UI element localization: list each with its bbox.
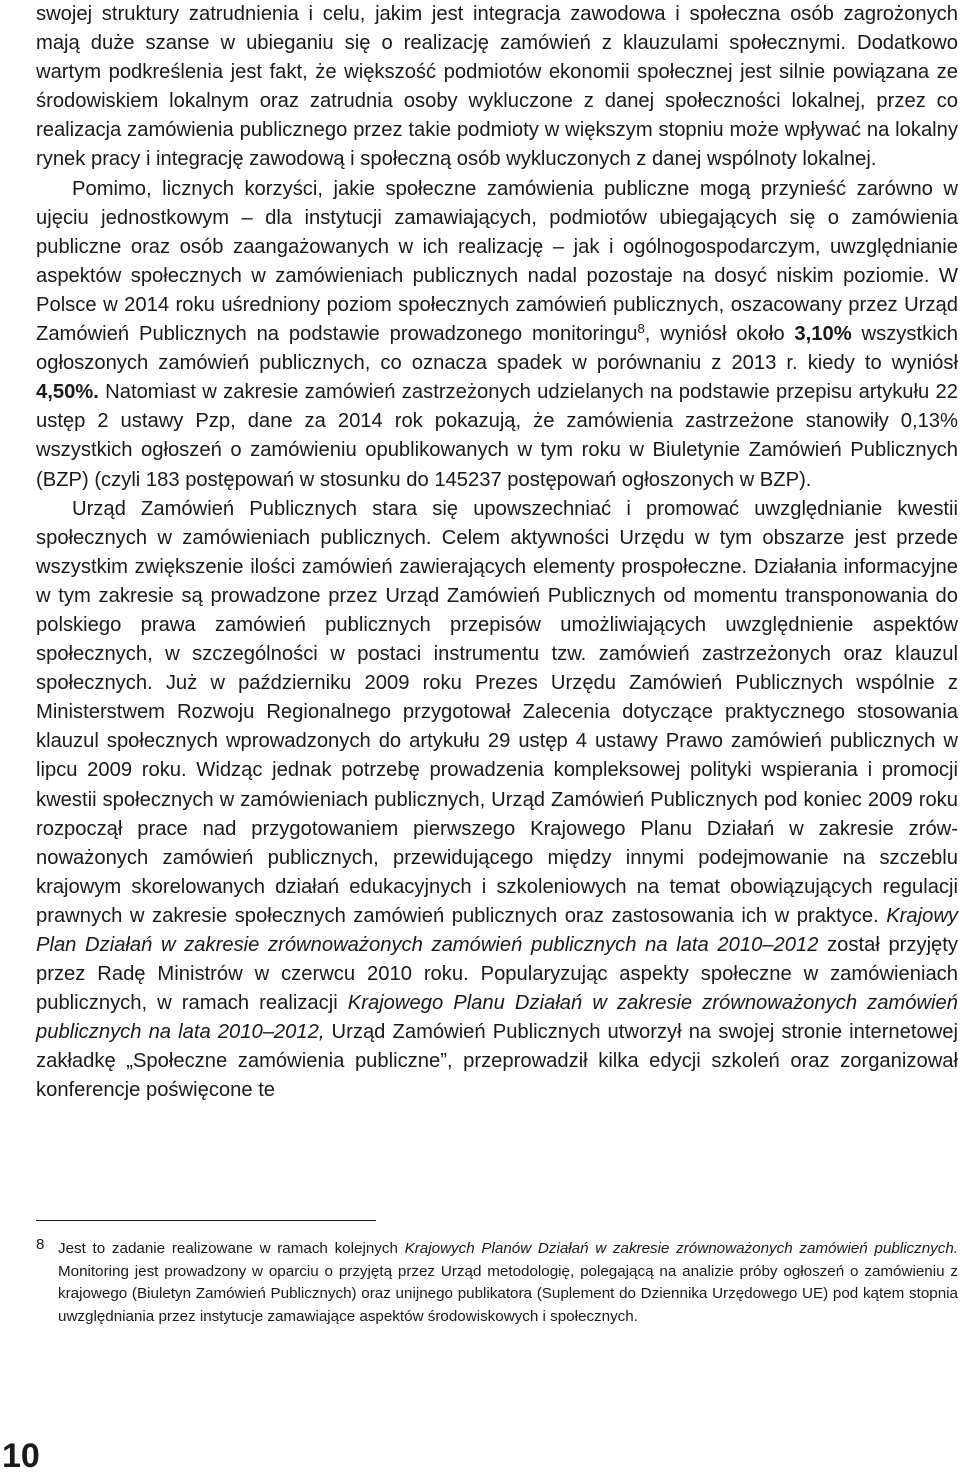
footnote-text xyxy=(58,1238,958,1328)
paragraph-1 xyxy=(36,0,958,175)
paragraph-2-text-b: , wyniósł około xyxy=(644,323,795,346)
footnote-number: 8 xyxy=(36,1236,45,1253)
plan-title-italic-2: Krajowego Planu Działań w zakresie zrównoważonych zamówień publicznych na lata 2010–2012, xyxy=(36,992,958,1044)
footnote-divider xyxy=(36,1220,376,1221)
footnote-ref-8[interactable]: 8 xyxy=(637,320,645,336)
page-number: 10 xyxy=(2,1437,40,1475)
footnote-italic: Krajowych Planów Działań w zakresie zrównoważonych zamówień publicznych. xyxy=(404,1240,958,1257)
paragraph-2-text-d: Natomiast w zakresie zamówień zastrzeżonych udzielanych na podstawie przepisu artykułu 22 ustęp 2 ustawy Pzp, dane za 2014 rok pokazują, że zamówienia zastrzeżone stanowiły 0,13% wszystkich ogłoszeń o zamówieniu opublikowanych w tym roku w Biuletynie Zamówień Publicznych (BZP) (czyli 183 postępowań w stosunku do 145237 postępowań ogłoszonych w BZP). xyxy=(36,381,958,491)
paragraph-2 xyxy=(36,175,958,495)
paragraph-3-text-c: Urząd Zamówień Publicznych utworzył na swojej stronie internetowej zakładkę „Społeczne zamówienia publiczne”, przeprowadził kilka edycji szkoleń oraz zorganizował konferencje poświęcone te xyxy=(36,1021,959,1102)
percentage-2013: 4,50%. xyxy=(36,381,99,404)
footnote-text-b: Monitoring jest prowadzony w oparciu o przyjętą przez Urząd metodologię, polegającą na analizie próby ogłoszeń o zamówieniu z krajowego (Biuletyn Zamówień Publicznych) oraz unijnego publikatora (Suplement do Dziennika Urzędowego UE) pod kątem stopnia uwzględniania przez instytucje zamawiające aspektów środowiskowych i społecznych. xyxy=(58,1262,958,1325)
paragraph-3-text-a: Urząd Zamówień Publicznych stara się upowszechniać i promować uwzględnianie kwestii społecznych w zamówieniach publicznych. Celem aktywności Urzędu w tym obszarze jest przede wszystkim zwiększenie ilości zamówień zawierających elementy prospołeczne. Działania informacyjne w tym zakresie są prowadzone przez Urząd Zamówień Publicznych od momentu transponowania do polskiego prawa zamówień publicznych przepisów umożliwiających uwzględnienie aspektów społecznych, w szczególności w postaci instrumentu tzw. zamówień zastrzeżonych oraz klauzul społecznych. Już w październiku 2009 roku Prezes Urzędu Zamówień Publicznych wspólnie z Ministerstwem Rozwoju Regionalnego przygotował Zalecenia dotyczące praktycznego stosowania klauzul społecznych wprowadzonych do artykułu 29 ustęp 4 ustawy Prawo zamówień publicznych w lipcu 2009 roku. Widząc jednak potrzebę prowadzenia kompleksowej polityki wspierania i promocji kwestii społecznych w zamówieniach publicznych, Urząd Zamówień Publicznych pod koniec 2009 roku rozpoczął prace nad przygotowaniem pierwszego Krajowego Planu Działań w zakresie zrównoważonych zamówień publicznych, przewidującego między innymi podejmowanie na szczeblu krajowym skorelowanych działań edukacyjnych i szkoleniowych na temat obowiązujących regulacji prawnych w zakresie społecznych zamówień publicznych oraz zastosowania ich w praktyce. xyxy=(36,497,958,927)
paragraph-3-text-b: został przyjęty przez Radę Ministrów w czerwcu 2010 roku. Popularyzując aspekty społeczne w zamówieniach publicznych, w ramach realizacji xyxy=(36,934,958,1015)
main-text xyxy=(36,0,958,1106)
paragraph-2-text-c: wszystkich ogłoszonych zamówień publicznych, co oznacza spadek w porównaniu z 2013 r. kiedy to wyniósł xyxy=(36,323,958,375)
plan-title-italic: Krajowy Plan Działań w zakresie zrównoważonych zamówień publicznych na lata 2010–2012 xyxy=(36,904,958,956)
paragraph-1-text: swojej struktury zatrudnienia i celu, jakim jest integracja zawodowa i społeczna osób zagrożonych mają duże szanse w ubieganiu się o realizację zamówień z klauzulami społecznymi. Dodatkowo wartym podkreślenia jest fakt, że większość podmiotów ekonomii społecznej jest silnie powiązana ze środowiskiem lokalnym oraz zatrudnia osoby wykluczone z danej społeczności lokalnej, przez co realizacja zamówienia publicznego przez takie podmioty w większym stopniu może wpływać na lokalny rynek pracy i integrację zawodową i społeczną osób wykluczonych z danej wspólnoty lokalnej. xyxy=(36,3,958,171)
percentage-2014: 3,10% xyxy=(794,323,852,346)
footnote-text-a: Jest to zadanie realizowane w ramach kolejnych xyxy=(58,1240,405,1257)
paragraph-2-text-a: Pomimo, licznych korzyści, jakie społeczne zamówienia publiczne mogą przynieść zarówno w ujęciu jednostkowym – dla instytucji zamawiających, podmiotów ubiegających się o zamówienia publiczne oraz osób zaangażowanych w ich realizację – jak i ogólnogospodarczym, uwzględnianie aspektów społecznych w zamówieniach publicznych nadal pozostaje na dosyć niskim poziomie. W Polsce w 2014 roku uśredniony poziom społecznych zamówień publicznych, oszacowany przez Urząd Zamówień Publicznych na podstawie prowadzonego monitoringu xyxy=(36,177,958,346)
paragraph-3 xyxy=(36,495,958,1106)
footnote-8 xyxy=(36,1238,958,1328)
